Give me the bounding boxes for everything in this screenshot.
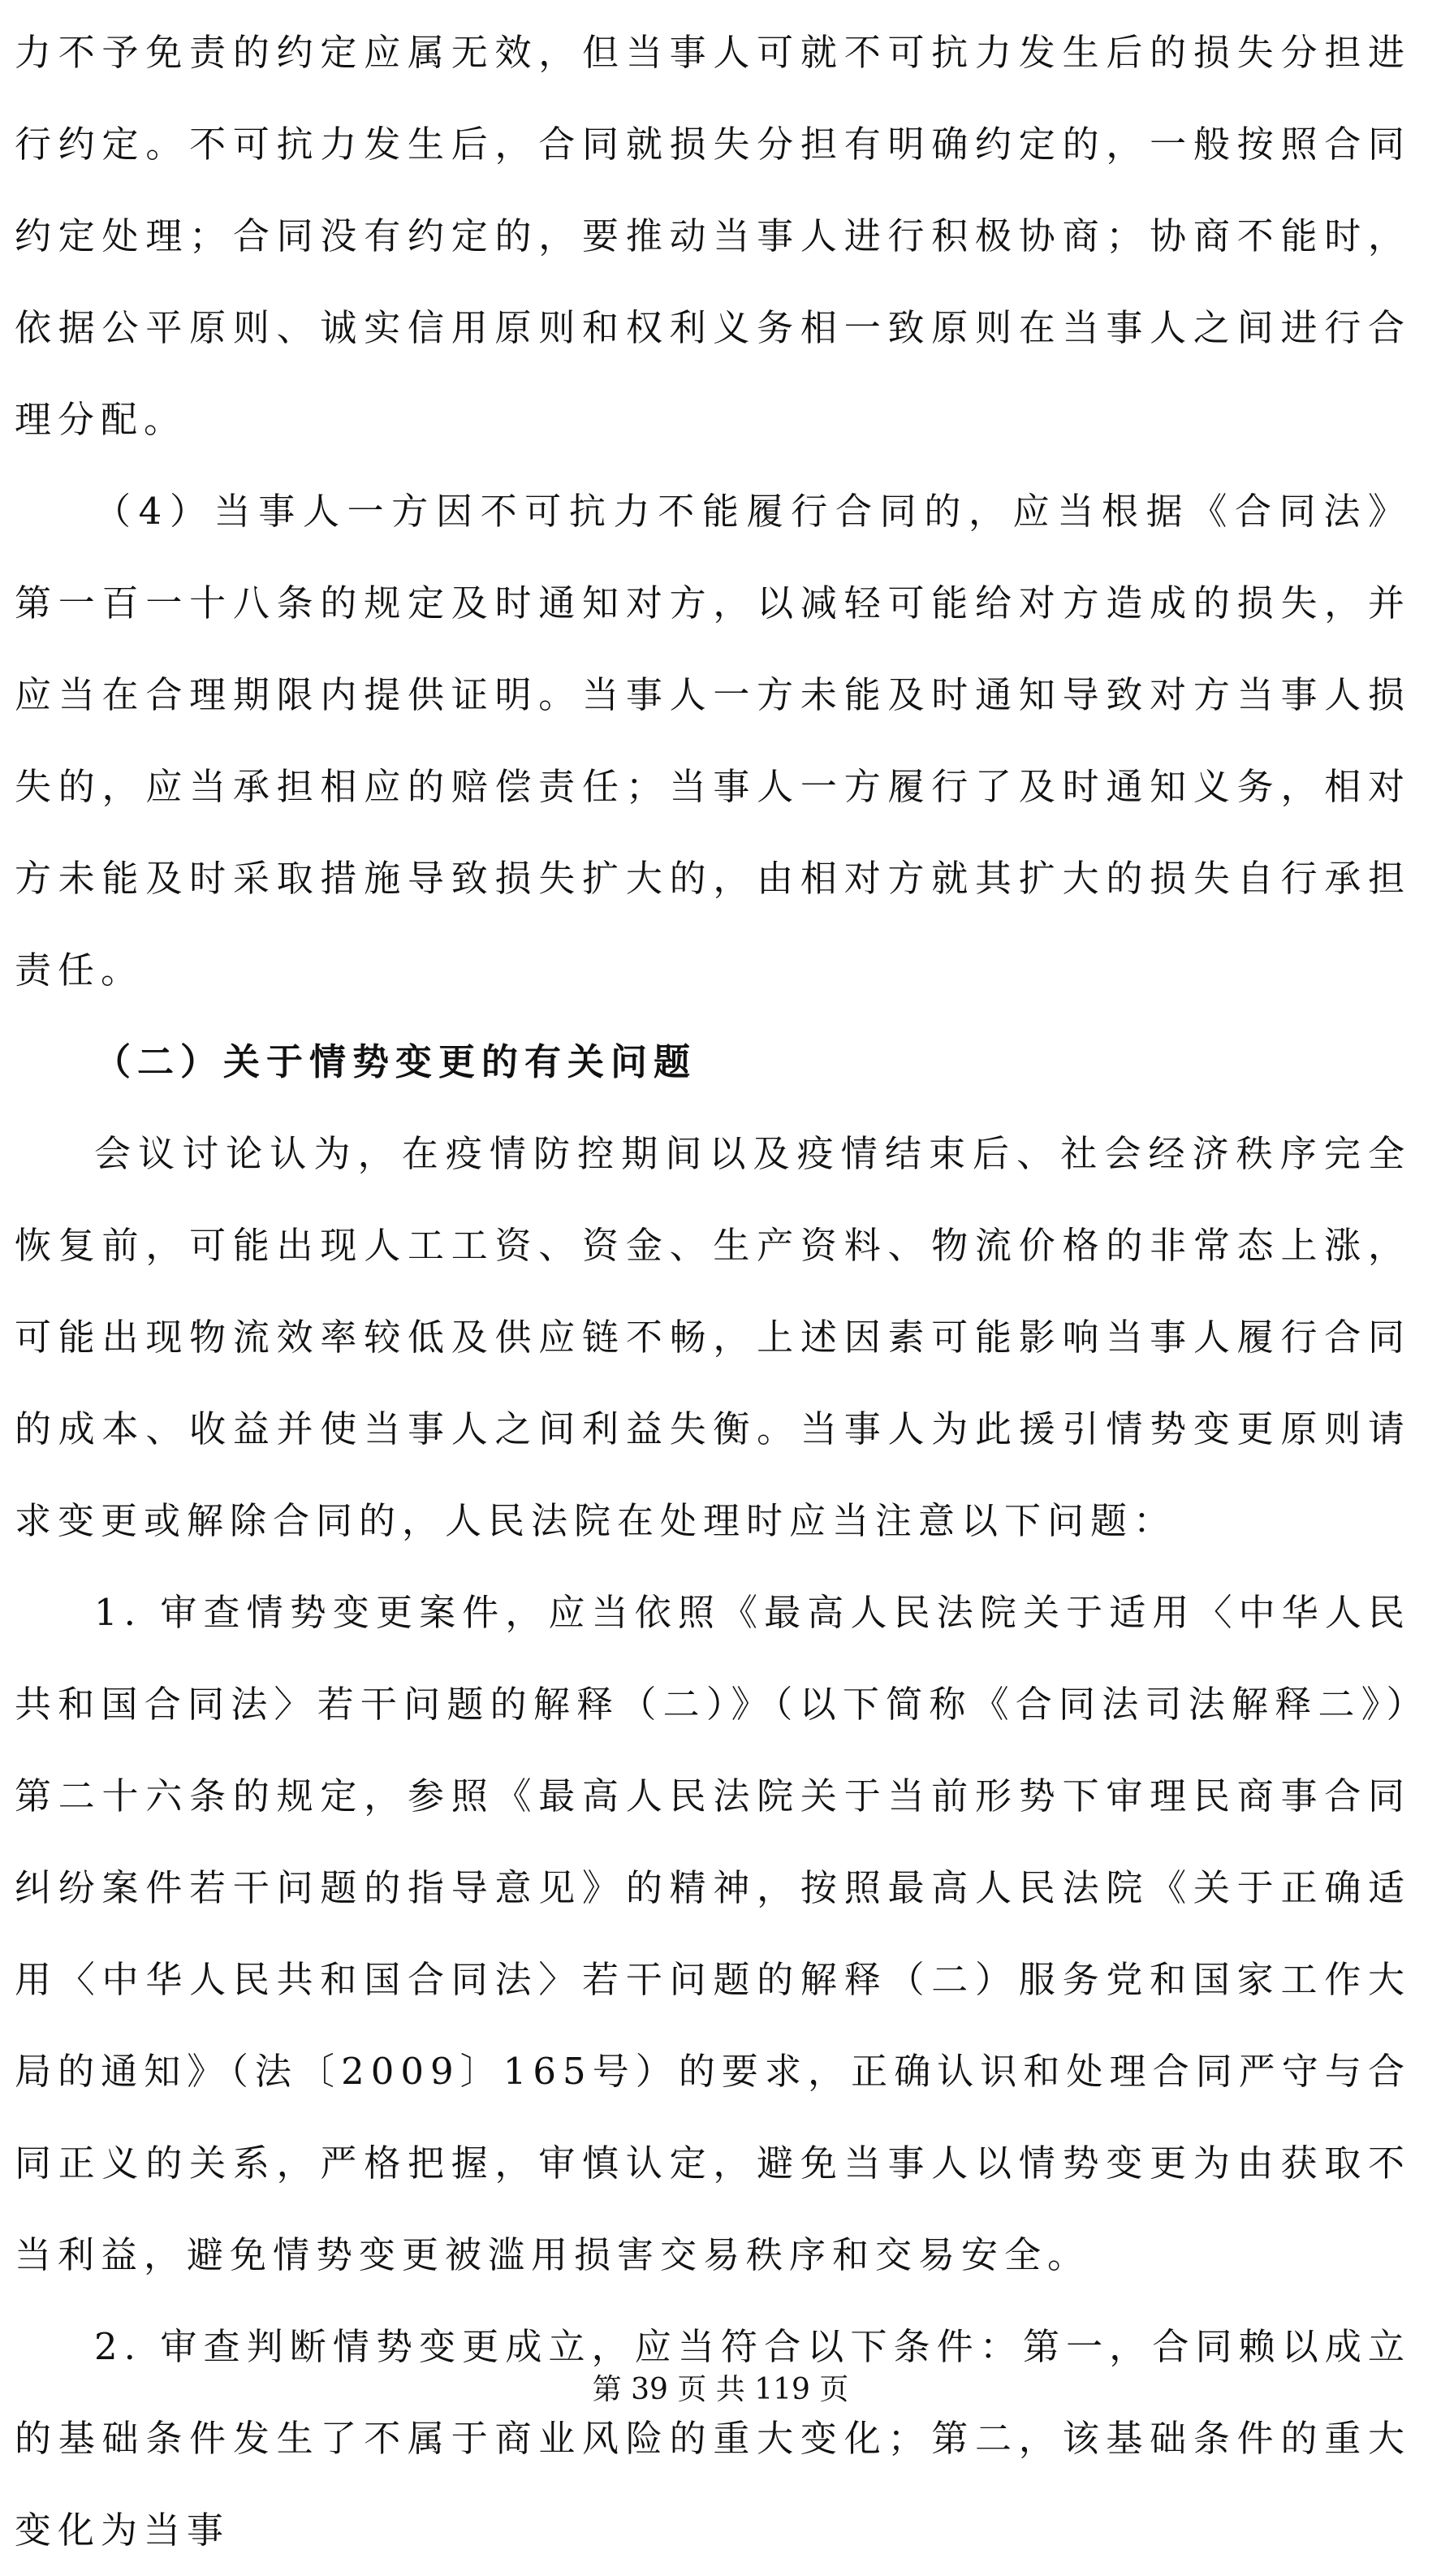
section-heading-change-of-circumstances: （二）关于情势变更的有关问题 — [94, 1040, 697, 1083]
page-number-footer: 第 39 页 共 119 页 — [592, 2373, 849, 2406]
paragraph-item-4-notice: （4）当事人一方因不可抗力不能履行合同的，应当根据《合同法》第一百一十八条的规定及时通知对方，以减轻可能给对方造成的损失，并应当在合理期限内提供证明。当事人一方未能及时通知导致对方当事人损失的，应当承担相应的赔偿责任；当事人一方履行了及时通知义务，相对方未能及时采取措施导致损失扩大的，由相对方就其扩大的损失自行承担责任。 — [15, 490, 1411, 992]
paragraph-conference-discussion: 会议讨论认为，在疫情防控期间以及疫情结束后、社会经济秩序完全恢复前，可能出现人工工资、资金、生产资料、物流价格的非常态上涨，可能出现物流效率较低及供应链不畅，上述因素可能影响当事人履行合同的成本、收益并使当事人之间利益失衡。当事人为此援引情势变更原则请求变更或解除合同的，人民法院在处理时应当注意以下问题： — [15, 1132, 1411, 1542]
document-body — [15, 6, 1411, 2576]
paragraph-force-majeure-continuation: 力不予免责的约定应属无效，但当事人可就不可抗力发生后的损失分担进行约定。不可抗力发生后，合同就损失分担有明确约定的，一般按照合同约定处理；合同没有约定的，要推动当事人进行积极协商；协商不能时，依据公平原则、诚实信用原则和权利义务相一致原则在当事人之间进行合理分配。 — [15, 31, 1411, 441]
paragraph-item-2-conditions: 2. 审查判断情势变更成立，应当符合以下条件：第一，合同赖以成立的基础条件发生了不属于商业风险的重大变化；第二，该基础条件的重大变化为当事 — [15, 2325, 1411, 2552]
paragraph-item-1-review: 1. 审查情势变更案件，应当依照《最高人民法院关于适用〈中华人民共和国合同法〉若干问题的解释（二）》（以下简称《合同法司法解释二》）第二十六条的规定，参照《最高人民法院关于当前形势下审理民商事合同纠纷案件若干问题的指导意见》的精神，按照最高人民法院《关于正确适用〈中华人民共和国合同法〉若干问题的解释（二）服务党和国家工作大局的通知》（法〔2009〕165号）的要求，正确认识和处理合同严守与合同正义的关系，严格把握，审慎认定，避免当事人以情势变更为由获取不当利益，避免情势变更被滥用损害交易秩序和交易安全。 — [15, 1591, 1411, 2276]
